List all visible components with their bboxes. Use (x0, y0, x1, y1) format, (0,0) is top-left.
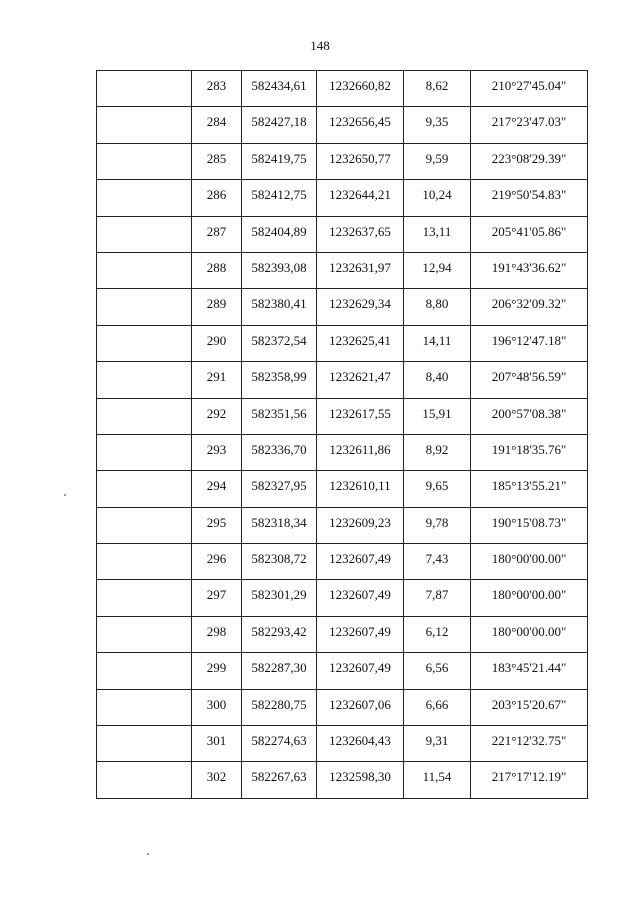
direction-angle-cell: 185°13'55.21" (471, 471, 588, 507)
point-number-cell: 294 (192, 471, 242, 507)
table-row (97, 471, 588, 507)
point-number-cell: 296 (192, 544, 242, 580)
direction-angle-cell: 191°43'36.62" (471, 252, 588, 288)
point-number-cell: 285 (192, 143, 242, 179)
x-coordinate-cell: 582280,75 (242, 689, 317, 725)
empty-cell (97, 289, 192, 325)
empty-cell (97, 471, 192, 507)
y-coordinate-cell: 1232611,86 (317, 434, 404, 470)
point-number-cell: 302 (192, 762, 242, 798)
y-coordinate-cell: 1232650,77 (317, 143, 404, 179)
x-coordinate-cell: 582372,54 (242, 325, 317, 361)
empty-cell (97, 653, 192, 689)
x-coordinate-cell: 582318,34 (242, 507, 317, 543)
distance-cell: 8,80 (404, 289, 471, 325)
y-coordinate-cell: 1232607,06 (317, 689, 404, 725)
empty-cell (97, 325, 192, 361)
point-number-cell: 300 (192, 689, 242, 725)
x-coordinate-cell: 582393,08 (242, 252, 317, 288)
distance-cell: 6,56 (404, 653, 471, 689)
table-row (97, 71, 588, 107)
x-coordinate-cell: 582358,99 (242, 362, 317, 398)
empty-cell (97, 398, 192, 434)
point-number-cell: 297 (192, 580, 242, 616)
y-coordinate-cell: 1232607,49 (317, 616, 404, 652)
direction-angle-cell: 190°15'08.73" (471, 507, 588, 543)
table-row (97, 762, 588, 798)
y-coordinate-cell: 1232607,49 (317, 653, 404, 689)
direction-angle-cell: 191°18'35.76" (471, 434, 588, 470)
y-coordinate-cell: 1232609,23 (317, 507, 404, 543)
distance-cell: 8,40 (404, 362, 471, 398)
distance-cell: 6,12 (404, 616, 471, 652)
x-coordinate-cell: 582308,72 (242, 544, 317, 580)
y-coordinate-cell: 1232644,21 (317, 180, 404, 216)
distance-cell: 14,11 (404, 325, 471, 361)
direction-angle-cell: 210°27'45.04" (471, 71, 588, 107)
y-coordinate-cell: 1232629,34 (317, 289, 404, 325)
direction-angle-cell: 203°15'20.67" (471, 689, 588, 725)
point-number-cell: 287 (192, 216, 242, 252)
distance-cell: 9,31 (404, 726, 471, 762)
point-number-cell: 301 (192, 726, 242, 762)
table-row (97, 653, 588, 689)
distance-cell: 8,92 (404, 434, 471, 470)
point-number-cell: 292 (192, 398, 242, 434)
y-coordinate-cell: 1232621,47 (317, 362, 404, 398)
table-row (97, 398, 588, 434)
distance-cell: 6,66 (404, 689, 471, 725)
table-row (97, 726, 588, 762)
direction-angle-cell: 180°00'00.00" (471, 544, 588, 580)
table-row (97, 616, 588, 652)
y-coordinate-cell: 1232637,65 (317, 216, 404, 252)
distance-cell: 9,78 (404, 507, 471, 543)
table-row (97, 362, 588, 398)
distance-cell: 12,94 (404, 252, 471, 288)
empty-cell (97, 507, 192, 543)
point-number-cell: 298 (192, 616, 242, 652)
direction-angle-cell: 200°57'08.38" (471, 398, 588, 434)
empty-cell (97, 762, 192, 798)
table-body (97, 71, 588, 799)
distance-cell: 9,65 (404, 471, 471, 507)
scan-speck (64, 494, 66, 496)
distance-cell: 9,59 (404, 143, 471, 179)
empty-cell (97, 726, 192, 762)
distance-cell: 8,62 (404, 71, 471, 107)
point-number-cell: 284 (192, 107, 242, 143)
point-number-cell: 293 (192, 434, 242, 470)
y-coordinate-cell: 1232617,55 (317, 398, 404, 434)
direction-angle-cell: 217°17'12.19" (471, 762, 588, 798)
distance-cell: 15,91 (404, 398, 471, 434)
y-coordinate-cell: 1232656,45 (317, 107, 404, 143)
x-coordinate-cell: 582412,75 (242, 180, 317, 216)
x-coordinate-cell: 582267,63 (242, 762, 317, 798)
direction-angle-cell: 205°41'05.86" (471, 216, 588, 252)
direction-angle-cell: 196°12'47.18" (471, 325, 588, 361)
empty-cell (97, 616, 192, 652)
table-row (97, 289, 588, 325)
point-number-cell: 286 (192, 180, 242, 216)
empty-cell (97, 107, 192, 143)
x-coordinate-cell: 582327,95 (242, 471, 317, 507)
point-number-cell: 299 (192, 653, 242, 689)
x-coordinate-cell: 582380,41 (242, 289, 317, 325)
table-row (97, 216, 588, 252)
point-number-cell: 291 (192, 362, 242, 398)
empty-cell (97, 544, 192, 580)
distance-cell: 9,35 (404, 107, 471, 143)
table-row (97, 252, 588, 288)
empty-cell (97, 252, 192, 288)
y-coordinate-cell: 1232631,97 (317, 252, 404, 288)
x-coordinate-cell: 582419,75 (242, 143, 317, 179)
point-number-cell: 290 (192, 325, 242, 361)
table-row (97, 689, 588, 725)
y-coordinate-cell: 1232598,30 (317, 762, 404, 798)
direction-angle-cell: 206°32'09.32" (471, 289, 588, 325)
empty-cell (97, 216, 192, 252)
direction-angle-cell: 207°48'56.59" (471, 362, 588, 398)
table-row (97, 580, 588, 616)
table-row (97, 107, 588, 143)
direction-angle-cell: 180°00'00.00" (471, 616, 588, 652)
distance-cell: 7,87 (404, 580, 471, 616)
empty-cell (97, 689, 192, 725)
point-number-cell: 295 (192, 507, 242, 543)
table-row (97, 544, 588, 580)
direction-angle-cell: 223°08'29.39" (471, 143, 588, 179)
distance-cell: 7,43 (404, 544, 471, 580)
page-number: 148 (310, 38, 330, 53)
coordinates-table (96, 70, 588, 799)
scan-speck (147, 853, 149, 855)
y-coordinate-cell: 1232607,49 (317, 580, 404, 616)
direction-angle-cell: 219°50'54.83" (471, 180, 588, 216)
x-coordinate-cell: 582287,30 (242, 653, 317, 689)
y-coordinate-cell: 1232625,41 (317, 325, 404, 361)
empty-cell (97, 143, 192, 179)
y-coordinate-cell: 1232610,11 (317, 471, 404, 507)
table-row (97, 434, 588, 470)
x-coordinate-cell: 582404,89 (242, 216, 317, 252)
empty-cell (97, 71, 192, 107)
direction-angle-cell: 183°45'21.44" (471, 653, 588, 689)
direction-angle-cell: 180°00'00.00" (471, 580, 588, 616)
table-row (97, 325, 588, 361)
x-coordinate-cell: 582434,61 (242, 71, 317, 107)
point-number-cell: 289 (192, 289, 242, 325)
direction-angle-cell: 221°12'32.75" (471, 726, 588, 762)
x-coordinate-cell: 582274,63 (242, 726, 317, 762)
direction-angle-cell: 217°23'47.03" (471, 107, 588, 143)
empty-cell (97, 580, 192, 616)
distance-cell: 10,24 (404, 180, 471, 216)
y-coordinate-cell: 1232607,49 (317, 544, 404, 580)
x-coordinate-cell: 582293,42 (242, 616, 317, 652)
x-coordinate-cell: 582427,18 (242, 107, 317, 143)
distance-cell: 11,54 (404, 762, 471, 798)
empty-cell (97, 362, 192, 398)
point-number-cell: 283 (192, 71, 242, 107)
table-row (97, 507, 588, 543)
point-number-cell: 288 (192, 252, 242, 288)
y-coordinate-cell: 1232604,43 (317, 726, 404, 762)
x-coordinate-cell: 582336,70 (242, 434, 317, 470)
x-coordinate-cell: 582351,56 (242, 398, 317, 434)
empty-cell (97, 180, 192, 216)
x-coordinate-cell: 582301,29 (242, 580, 317, 616)
distance-cell: 13,11 (404, 216, 471, 252)
y-coordinate-cell: 1232660,82 (317, 71, 404, 107)
table-row (97, 143, 588, 179)
table-row (97, 180, 588, 216)
empty-cell (97, 434, 192, 470)
